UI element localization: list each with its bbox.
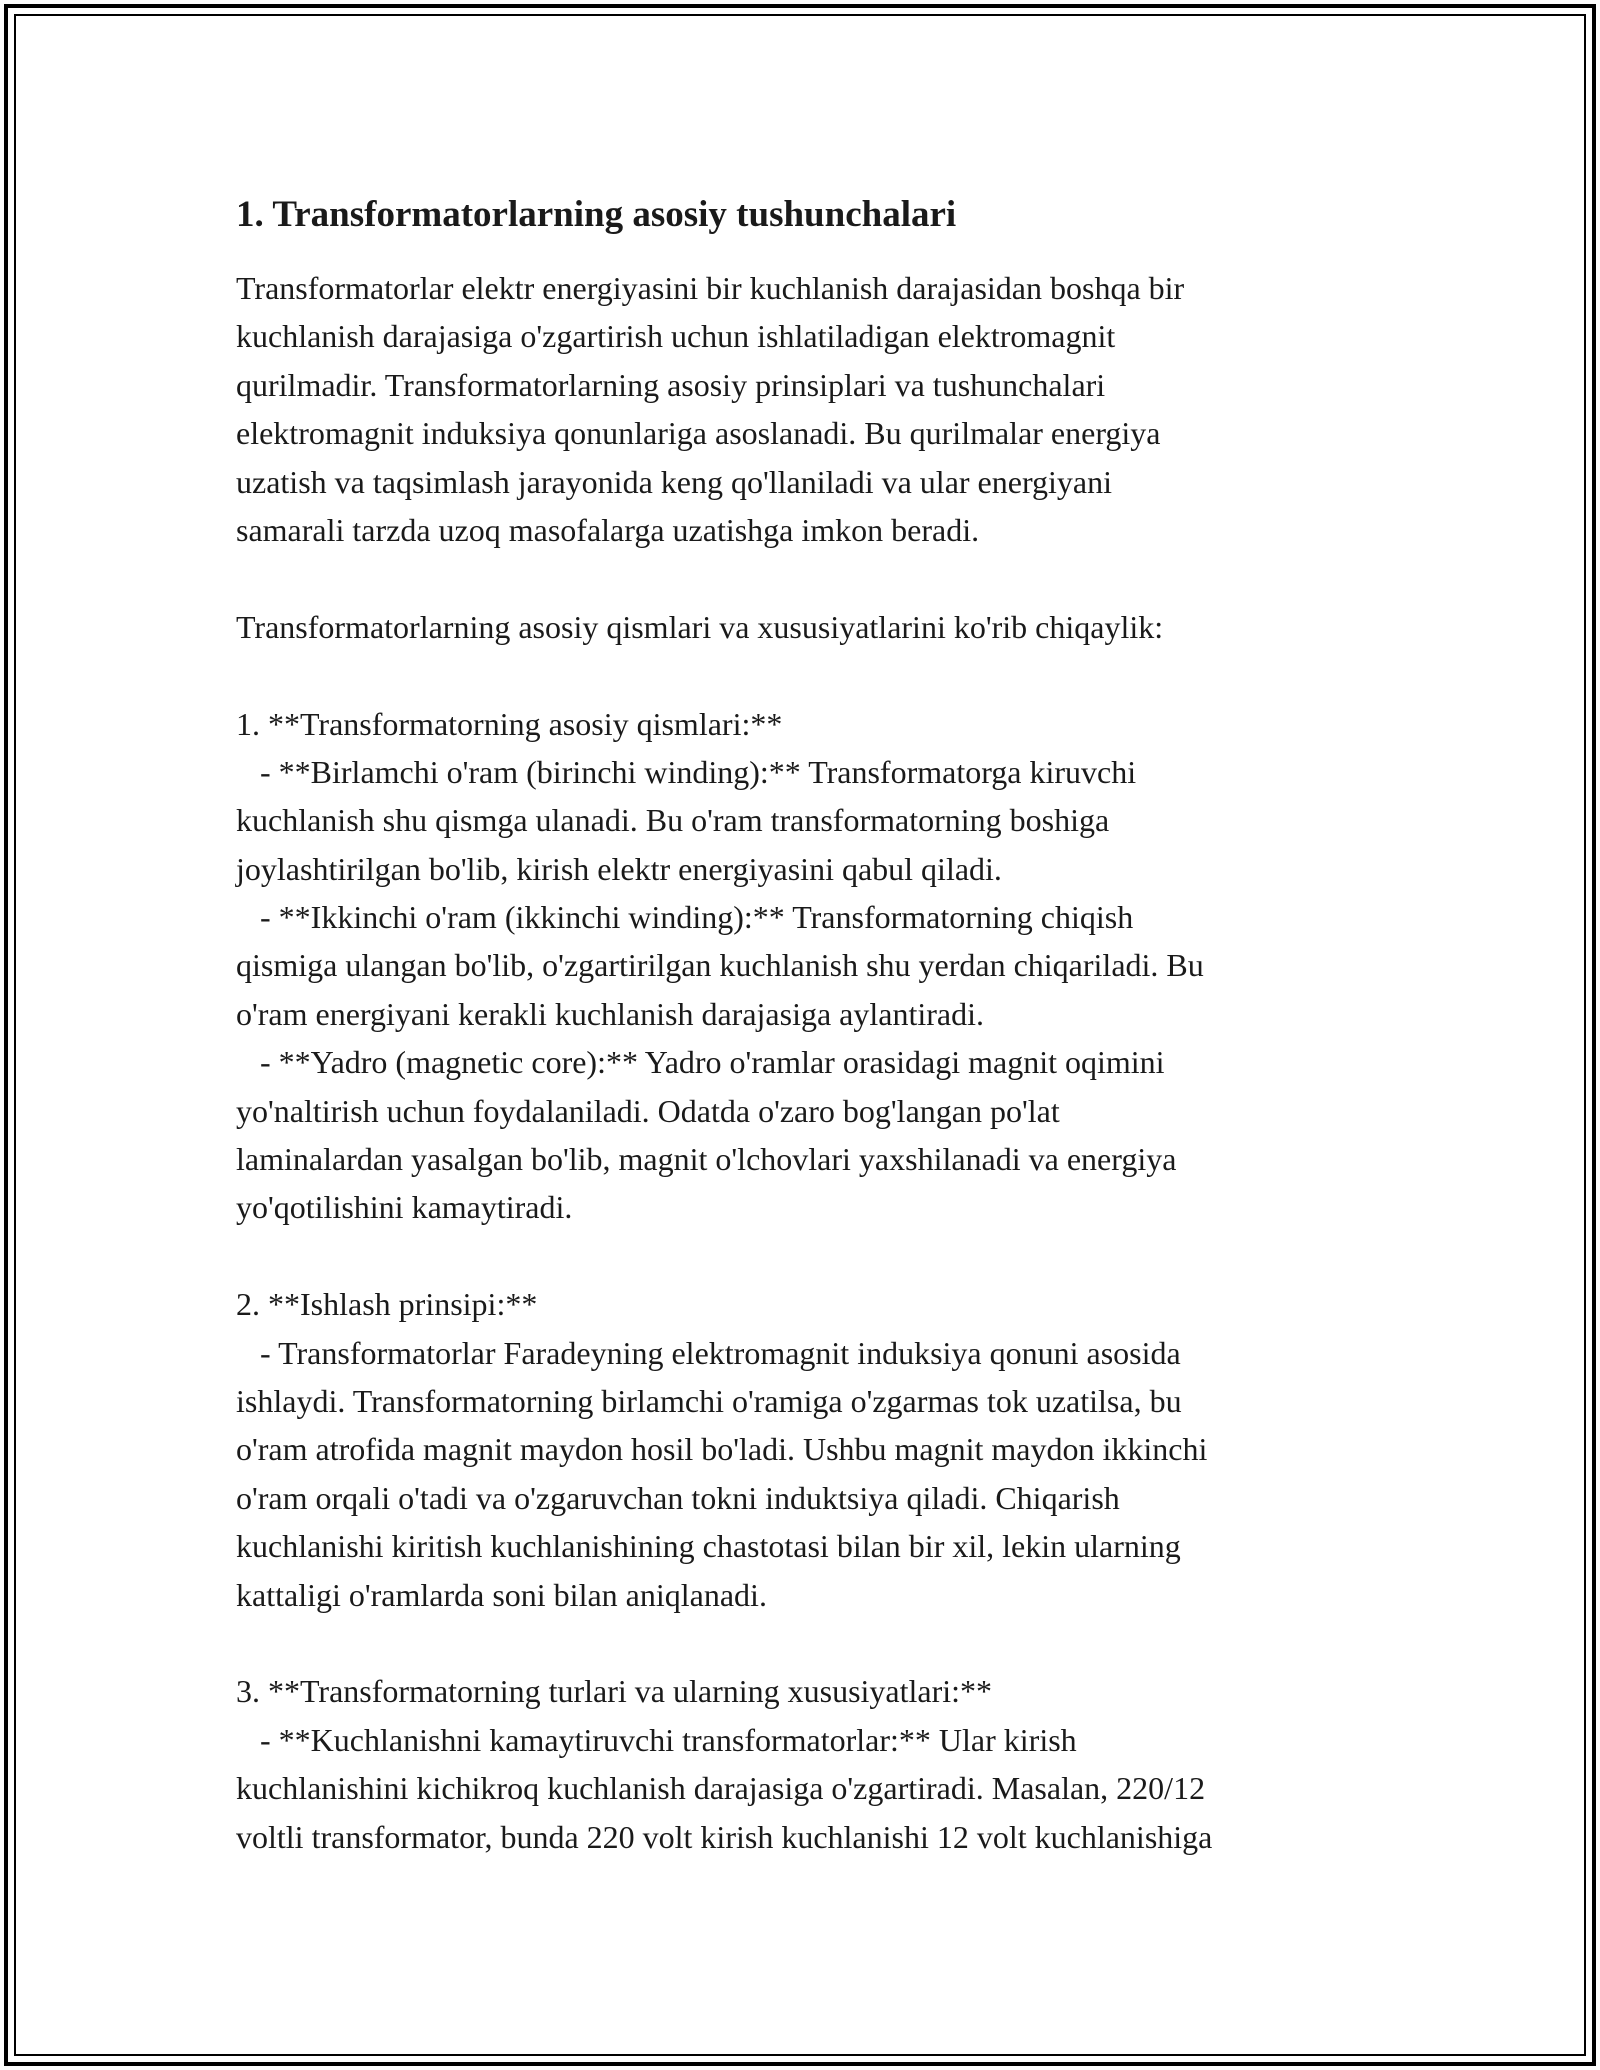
- text-line: o'ram atrofida magnit maydon hosil bo'ladi. Ushbu magnit maydon ikkinchi: [236, 1431, 1208, 1468]
- text-line: kuchlanish shu qismga ulanadi. Bu o'ram transformatorning boshiga: [236, 802, 1110, 839]
- body-text: [236, 264, 1386, 1861]
- text-line: 1. **Transformatorning asosiy qismlari:**: [236, 705, 783, 742]
- document-body: [236, 186, 1386, 1861]
- text-line: joylashtirilgan bo'lib, kirish elektr energiyasini qabul qiladi.: [236, 850, 1002, 887]
- text-line: Transformatorlarning asosiy qismlari va xususiyatlarini ko'rib chiqaylik:: [236, 608, 1164, 645]
- heading-spacer: [236, 244, 1386, 264]
- text-line: ishlaydi. Transformatorning birlamchi o'ramiga o'zgarmas tok uzatilsa, bu: [236, 1382, 1182, 1419]
- text-line: samarali tarzda uzoq masofalarga uzatishga imkon beradi.: [236, 511, 980, 548]
- text-line: o'ram orqali o'tadi va o'zgaruvchan tokni induktsiya qiladi. Chiqarish: [236, 1479, 1120, 1516]
- blank-line: [236, 554, 1386, 602]
- text-line: yo'naltirish uchun foydalaniladi. Odatda o'zaro bog'langan po'lat: [236, 1092, 1060, 1129]
- blank-line: [236, 1619, 1386, 1667]
- text-line: - **Kuchlanishni kamaytiruvchi transformatorlar:** Ular kirish: [236, 1721, 1077, 1758]
- text-line: uzatish va taqsimlash jarayonida keng qo'llaniladi va ular energiyani: [236, 463, 1113, 500]
- blank-line: [236, 651, 1386, 699]
- text-line: elektromagnit induksiya qonunlariga asoslanadi. Bu qurilmalar energiya: [236, 415, 1161, 452]
- text-line: o'ram energiyani kerakli kuchlanish darajasiga aylantiradi.: [236, 995, 984, 1032]
- text-line: kattaligi o'ramlarda soni bilan aniqlanadi.: [236, 1576, 767, 1613]
- text-line: - **Birlamchi o'ram (birinchi winding):** Transformatorga kiruvchi: [236, 753, 1137, 790]
- text-line: - **Ikkinchi o'ram (ikkinchi winding):** Transformatorning chiqish: [236, 899, 1134, 936]
- text-line: kuchlanishini kichikroq kuchlanish darajasiga o'zgartiradi. Masalan, 220/12: [236, 1770, 1206, 1807]
- section-heading: 1. Transformatorlarning asosiy tushunchalari: [236, 194, 957, 235]
- text-line: - **Yadro (magnetic core):** Yadro o'ramlar orasidagi magnit oqimini: [236, 1044, 1165, 1081]
- text-line: qurilmadir. Transformatorlarning asosiy prinsiplari va tushunchalari: [236, 366, 1106, 403]
- text-line: voltli transformator, bunda 220 volt kirish kuchlanishi 12 volt kuchlanishiga: [236, 1818, 1213, 1855]
- text-line: - Transformatorlar Faradeyning elektromagnit induksiya qonuni asosida: [236, 1334, 1181, 1371]
- text-line: 3. **Transformatorning turlari va ularning xususiyatlari:**: [236, 1673, 993, 1710]
- text-line: kuchlanish darajasiga o'zgartirish uchun ishlatiladigan elektromagnit: [236, 318, 1116, 355]
- text-line: 2. **Ishlash prinsipi:**: [236, 1286, 538, 1323]
- blank-line: [236, 1232, 1386, 1280]
- text-line: yo'qotilishini kamaytiradi.: [236, 1189, 573, 1226]
- text-line: kuchlanishi kiritish kuchlanishining chastotasi bilan bir xil, lekin ularning: [236, 1528, 1181, 1565]
- text-line: qismiga ulangan bo'lib, o'zgartirilgan kuchlanish shu yerdan chiqariladi. Bu: [236, 947, 1204, 984]
- text-line: Transformatorlar elektr energiyasini bir kuchlanish darajasidan boshqa bir: [236, 270, 1185, 306]
- text-line: laminalardan yasalgan bo'lib, magnit o'lchovlari yaxshilanadi va energiya: [236, 1141, 1177, 1178]
